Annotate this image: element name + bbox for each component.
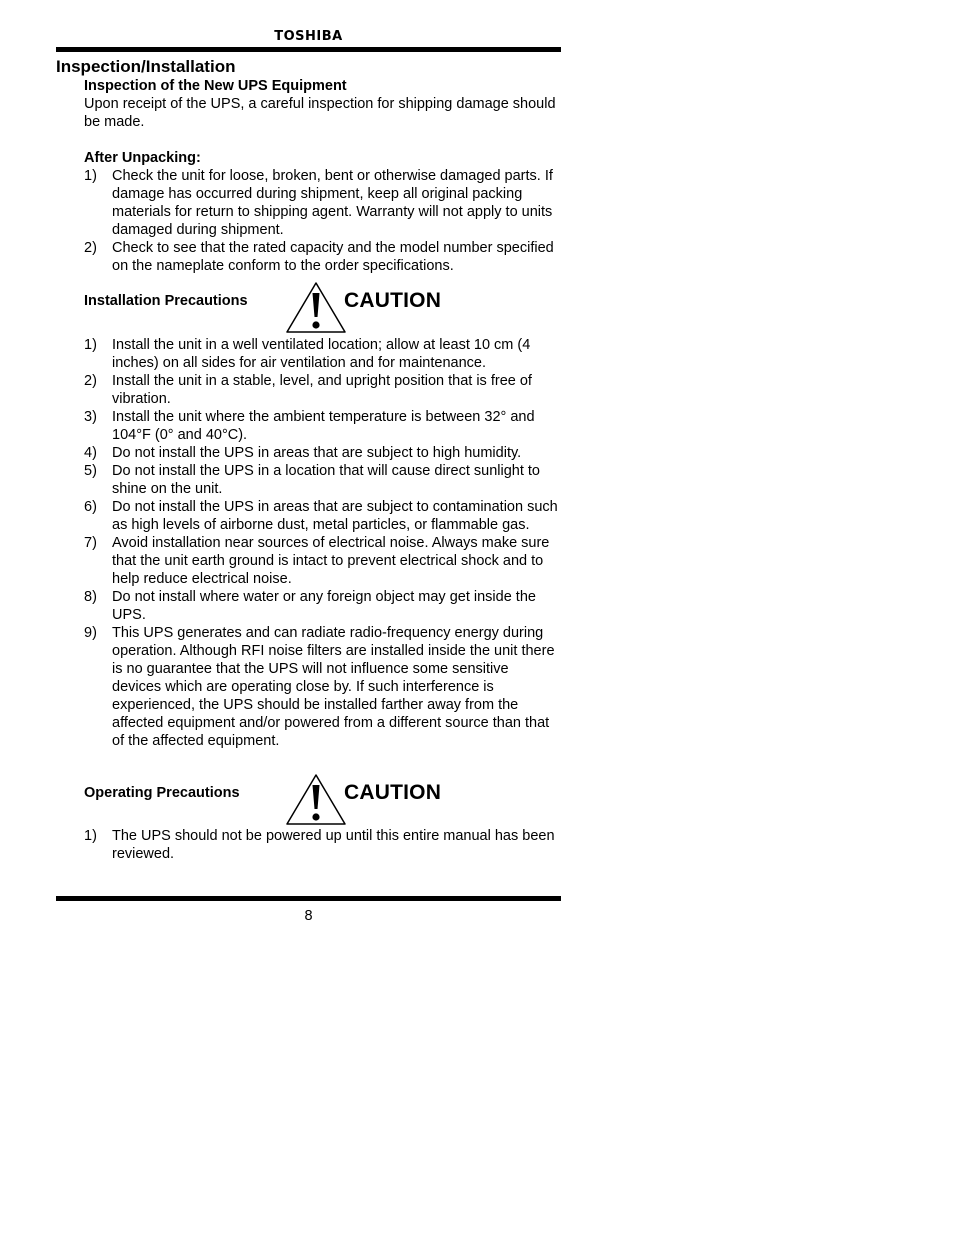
list-item <box>84 444 560 462</box>
section-title: Inspection/Installation <box>56 57 236 76</box>
list-item <box>84 372 560 408</box>
item-number: 2) <box>84 240 97 256</box>
item-text: This UPS generates and can radiate radio-frequency energy during operation. Although RFI noise filters are installed inside the unit there is no guarantee that the UPS will not influence some sensitive devices which are operating close by. If such interference is experienced, the UPS should be installed farther away from the affected equipment and/or powered from a different source than that of the affected equipment. <box>112 625 555 749</box>
operating-caution <box>286 773 486 825</box>
after-unpacking-heading: After Unpacking: <box>84 150 201 166</box>
item-number: 1) <box>84 828 97 844</box>
brand-logo: TOSHIBA <box>274 29 343 44</box>
operating-list <box>84 827 560 863</box>
list-item <box>84 167 560 239</box>
item-text: Do not install the UPS in areas that are subject to high humidity. <box>112 445 522 461</box>
item-text: Avoid installation near sources of electrical noise. Always make sure that the unit earth ground is intact to prevent electrical shock and to help reduce electrical noise. <box>112 535 550 587</box>
footer-rule <box>56 896 561 901</box>
item-text: Install the unit in a stable, level, and upright position that is free of vibration. <box>112 373 532 407</box>
item-text: Do not install the UPS in a location that will cause direct sunlight to shine on the unit. <box>112 463 540 497</box>
item-number: 3) <box>84 409 97 425</box>
item-text: Check to see that the rated capacity and the model number specified on the nameplate conform to the order specifications. <box>112 240 554 274</box>
installation-heading: Installation Precautions <box>84 293 248 309</box>
item-number: 2) <box>84 373 97 389</box>
warning-triangle-icon <box>286 773 346 827</box>
list-item <box>84 239 560 275</box>
header-rule <box>56 47 561 52</box>
installation-caution <box>286 281 486 333</box>
warning-triangle-icon <box>286 281 346 335</box>
list-item <box>84 588 560 624</box>
item-text: Install the unit in a well ventilated location; allow at least 10 cm (4 inches) on all sides for air ventilation and for maintenance. <box>112 337 531 371</box>
item-number: 5) <box>84 463 97 479</box>
item-text: The UPS should not be powered up until this entire manual has been reviewed. <box>112 828 555 862</box>
after-unpacking-list <box>84 167 560 275</box>
item-number: 9) <box>84 625 97 641</box>
list-item <box>84 624 560 750</box>
item-number: 1) <box>84 337 97 353</box>
list-item <box>84 336 560 372</box>
inspection-text: Upon receipt of the UPS, a careful inspection for shipping damage should be made. <box>84 96 556 130</box>
item-number: 6) <box>84 499 97 515</box>
installation-list <box>84 336 560 750</box>
item-text: Install the unit where the ambient temperature is between 32° and 104°F (0° and 40°C). <box>112 409 535 443</box>
item-text: Do not install where water or any foreign object may get inside the UPS. <box>112 589 536 623</box>
caution-label: CAUTION <box>344 289 442 312</box>
item-number: 7) <box>84 535 97 551</box>
item-text: Check the unit for loose, broken, bent or otherwise damaged parts. If damage has occurred during shipment, keep all original packing materials for return to shipping agent. Warranty will not apply to units damaged during shipment. <box>112 168 553 238</box>
item-number: 8) <box>84 589 97 605</box>
list-item <box>84 408 560 444</box>
page-number: 8 <box>304 908 313 924</box>
operating-heading: Operating Precautions <box>84 785 240 801</box>
list-item <box>84 498 560 534</box>
item-text: Do not install the UPS in areas that are subject to contamination such as high levels of airborne dust, metal particles, or flammable gas. <box>112 499 558 533</box>
caution-label: CAUTION <box>344 781 442 804</box>
list-item <box>84 462 560 498</box>
list-item <box>84 534 560 588</box>
inspection-heading: Inspection of the New UPS Equipment <box>84 78 347 94</box>
item-number: 1) <box>84 168 97 184</box>
item-number: 4) <box>84 445 97 461</box>
list-item <box>84 827 560 863</box>
